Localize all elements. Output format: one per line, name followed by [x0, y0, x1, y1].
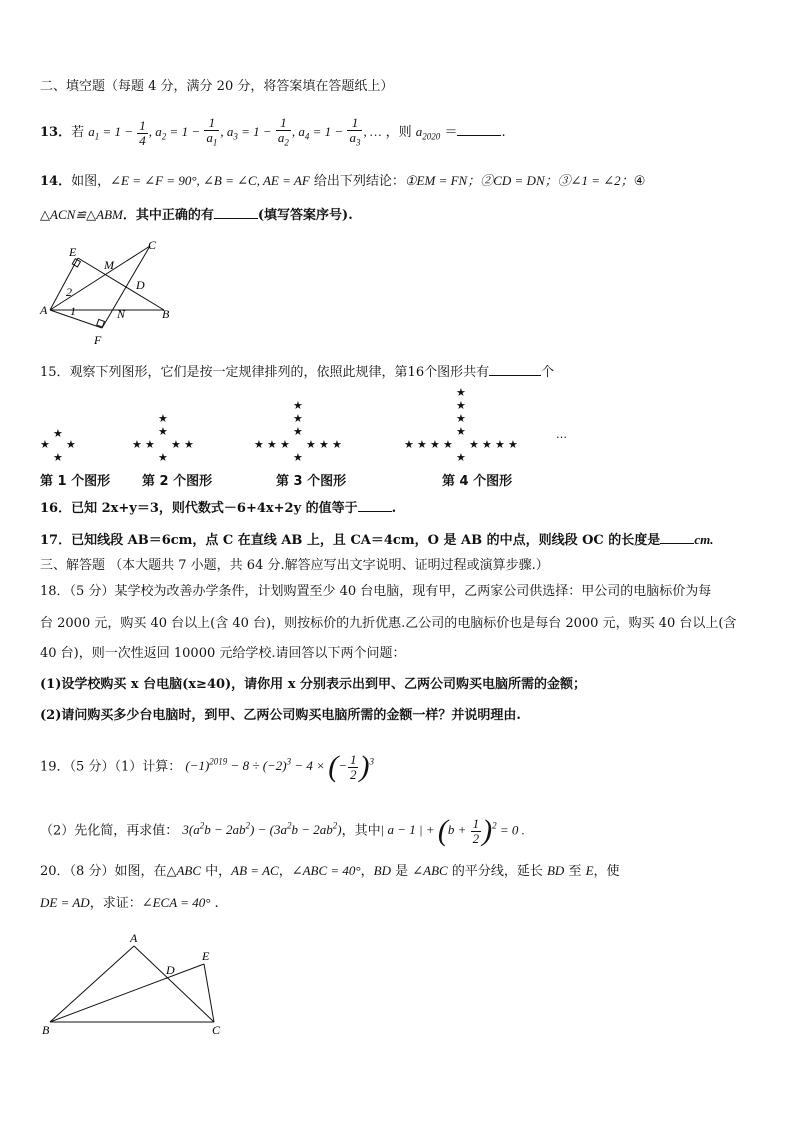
q14-conclusion-3: ③∠1 = ∠2； [557, 173, 634, 188]
q14-conditions: ∠E = ∠F = 90°, ∠B = ∠C, AE = AF [110, 173, 310, 188]
star: ★ [456, 451, 466, 464]
star: ★ [66, 438, 76, 451]
q14-answer-blank[interactable] [214, 206, 258, 219]
star-pattern-4 [400, 386, 580, 472]
q14-label-2: 2 [66, 285, 72, 299]
q13-a2020: $a_{2020}$ [415, 124, 441, 142]
caption-pattern-1: 第 1 个图形 [40, 474, 111, 489]
q18-line3: 40 台)，则一次性返回 10000 元给学校.请回答以下两个问题： [40, 646, 406, 661]
q20-cond-angle: ∠ABC = 40° [291, 863, 361, 878]
q20-bisector-text: 的平分线，延长 [447, 864, 547, 879]
star: ★ [267, 438, 277, 451]
q20-line2 [40, 894, 219, 913]
q19-condition-end: = 0 . [499, 822, 525, 838]
q20-label-B: B [42, 1023, 50, 1037]
star: ★ [53, 451, 63, 464]
q14-which-correct: ．其中正确的有 [122, 208, 214, 223]
q18-part2: (2)请问购买多少台电脑时，到甲、乙两公司购买电脑所需的金额一样？并说明理由. [40, 708, 521, 723]
q13-end: . [501, 125, 506, 140]
star: ★ [508, 438, 518, 451]
q20-to: 至 [564, 864, 586, 879]
q16-end: . [391, 501, 397, 516]
q20-figure [38, 930, 238, 1040]
q14-label-E: E [69, 245, 77, 259]
q13-number: 13． [40, 125, 72, 140]
q15-ellipsis: … [556, 428, 567, 441]
star: ★ [306, 438, 316, 451]
q13-formula: $a_1 = 1$ − $\frac{1}{4}$ , $a_2 = 1$ − $\frac{1}{a_1}$ , $a_3 = 1$ − $\frac{1}{a_2}$ , $a_4 = 1$ − $\frac{1}{a_3}$ , … [88, 115, 382, 148]
star: ★ [417, 438, 427, 451]
q14-conclusion-4: ④ [633, 174, 646, 189]
q14-conclusion-2: ②CD = DN； [480, 173, 558, 188]
question-14-line2 [40, 206, 353, 225]
q14-label-N: N [117, 307, 126, 321]
q19-prefix-2: （2）先化简，再求值： [40, 823, 179, 839]
q14-congruence: △ACN≌△ABM [40, 207, 123, 222]
q20-label-D: D [166, 963, 175, 977]
q19-part1 [40, 740, 374, 784]
q20-label-A: A [130, 931, 138, 945]
q20-e: E [585, 863, 594, 878]
section-heading-solve: 三、解答题 （本大题共 7 小题，共 64 分.解答应写出文字说明、证明过程或演算步骤.） [40, 558, 549, 573]
star: ★ [145, 438, 155, 451]
q20-line1 [40, 862, 620, 881]
q19-part2 [40, 804, 525, 848]
q14-label-D: D [136, 278, 145, 292]
question-14-line1 [40, 172, 645, 191]
star: ★ [293, 412, 303, 425]
star-pattern-3 [250, 392, 390, 472]
q17-text: 17．已知线段 AB＝6cm，点 C 在直线 AB 上，且 CA＝4cm，O 是 AB 的中点，则线段 OC 的长度是 [40, 533, 661, 548]
q16-answer-blank[interactable] [358, 499, 392, 512]
q14-label-A: A [40, 303, 48, 317]
q20-cond-ab-ac: AB = AC [231, 863, 279, 878]
q20-sep-1: ， [278, 864, 292, 879]
q18-line1: 18．（5 分）某学校为改善办学条件，计划购置至少 40 台电脑，现有甲，乙两家公司供选择：甲公司的电脑标价为每 [40, 584, 712, 599]
q14-label-M: M [104, 258, 114, 272]
star: ★ [319, 438, 329, 451]
q20-such-that: ，使 [593, 864, 620, 879]
q20-sep-2: ， [360, 864, 374, 879]
q15-unit: 个 [541, 365, 555, 380]
q13-eq: ＝ [444, 125, 458, 140]
q14-intro: 如图， [71, 174, 111, 189]
q15-star-patterns [36, 386, 596, 490]
q20-label-E: E [202, 949, 210, 963]
star: ★ [430, 438, 440, 451]
q19-expression-2: $3(a^2b - 2ab^2) - (3a^2b - 2ab^2)$ [182, 821, 342, 838]
star: ★ [158, 451, 168, 464]
q20-label-C: C [212, 1023, 221, 1037]
star-pattern-2 [128, 392, 228, 472]
q17-unit: cm. [694, 532, 714, 547]
q17-answer-blank[interactable] [660, 531, 694, 544]
star: ★ [495, 438, 505, 451]
q15-text: 15．观察下列图形，它们是按一定规律排列的，依照此规律，第16个图形共有 [40, 365, 490, 380]
q14-given: 给出下列结论： [309, 174, 405, 189]
q14-label-F: F [94, 333, 102, 347]
caption-pattern-2: 第 2 个图形 [142, 474, 213, 489]
q20-angle-abc: ∠ABC [412, 863, 448, 878]
q20-de-ad: DE = AD [40, 895, 90, 910]
q14-label-B: B [162, 307, 170, 321]
q16-text: 16．已知 2x+y＝3，则代数式－6+4x+2y 的值等于 [40, 501, 358, 516]
q20-prefix: 20．（8 分）如图，在 [40, 864, 167, 879]
q15-answer-blank[interactable] [489, 363, 541, 376]
star-pattern-1 [36, 392, 116, 472]
q18-part1: (1)设学校购买 x 台电脑(x≥40)，请你用 x 分别表示出到甲、乙两公司购买电脑所需的金额； [40, 677, 586, 692]
star: ★ [332, 438, 342, 451]
star: ★ [158, 425, 168, 438]
q20-bd-2: BD [546, 863, 565, 878]
q20-mid1: 中， [201, 864, 232, 879]
star: ★ [40, 438, 50, 451]
star: ★ [456, 412, 466, 425]
star: ★ [456, 386, 466, 399]
q19-expression-1: $(-1)^{2019} - 8 \div (-2)^3 - 4$ × (− $\frac{1}{2}$ )$^3$ [185, 750, 374, 784]
star: ★ [482, 438, 492, 451]
q19-condition: | a − 1 | + (b + $\frac{1}{2}$ )$^2$ [380, 814, 497, 848]
star: ★ [469, 438, 479, 451]
section-heading-fill-in: 二、填空题（每题 4 分，满分 20 分，将答案填在答题纸上） [40, 79, 394, 94]
q18-line2: 台 2000 元，购买 40 台以上(含 40 台)，则按标价的九折优惠.乙公司的电脑标价也是每台 2000 元，购买 40 台以上(含 [40, 616, 737, 631]
q14-figure [38, 238, 188, 348]
q14-fill-hint: (填写答案序号). [257, 208, 353, 223]
q19-prefix: 19．（5 分）（1）计算： [40, 759, 182, 775]
q20-bd: BD [373, 863, 391, 878]
q20-end: . [210, 896, 219, 911]
q14-label-1: 1 [70, 304, 76, 318]
star: ★ [132, 438, 142, 451]
q20-triangle: △ABC [166, 863, 202, 878]
star: ★ [293, 451, 303, 464]
q13-prefix: 若 [71, 125, 85, 140]
q20-target-angle: ∠ECA = 40° [141, 895, 211, 910]
q20-is: 是 [390, 864, 413, 879]
q19-where: ，其中 [341, 823, 381, 839]
star: ★ [456, 399, 466, 412]
question-17 [40, 531, 713, 550]
star: ★ [254, 438, 264, 451]
question-13 [40, 112, 506, 152]
caption-pattern-3: 第 3 个图形 [276, 474, 347, 489]
caption-pattern-4: 第 4 个图形 [442, 474, 513, 489]
star: ★ [456, 425, 466, 438]
star: ★ [404, 438, 414, 451]
star: ★ [443, 438, 453, 451]
q14-conclusion-1: ①EM = FN； [404, 173, 481, 188]
star: ★ [53, 427, 63, 440]
q13-answer-blank[interactable] [457, 123, 501, 136]
star: ★ [280, 438, 290, 451]
q14-number: 14． [40, 174, 72, 189]
star: ★ [158, 412, 168, 425]
star: ★ [184, 438, 194, 451]
q20-prove: ，求证： [89, 896, 142, 911]
star: ★ [293, 399, 303, 412]
question-15 [40, 363, 554, 382]
q13-suffix: ，则 [385, 125, 412, 140]
q14-label-C: C [148, 238, 157, 252]
star: ★ [293, 425, 303, 438]
star: ★ [171, 438, 181, 451]
question-16 [40, 499, 396, 518]
